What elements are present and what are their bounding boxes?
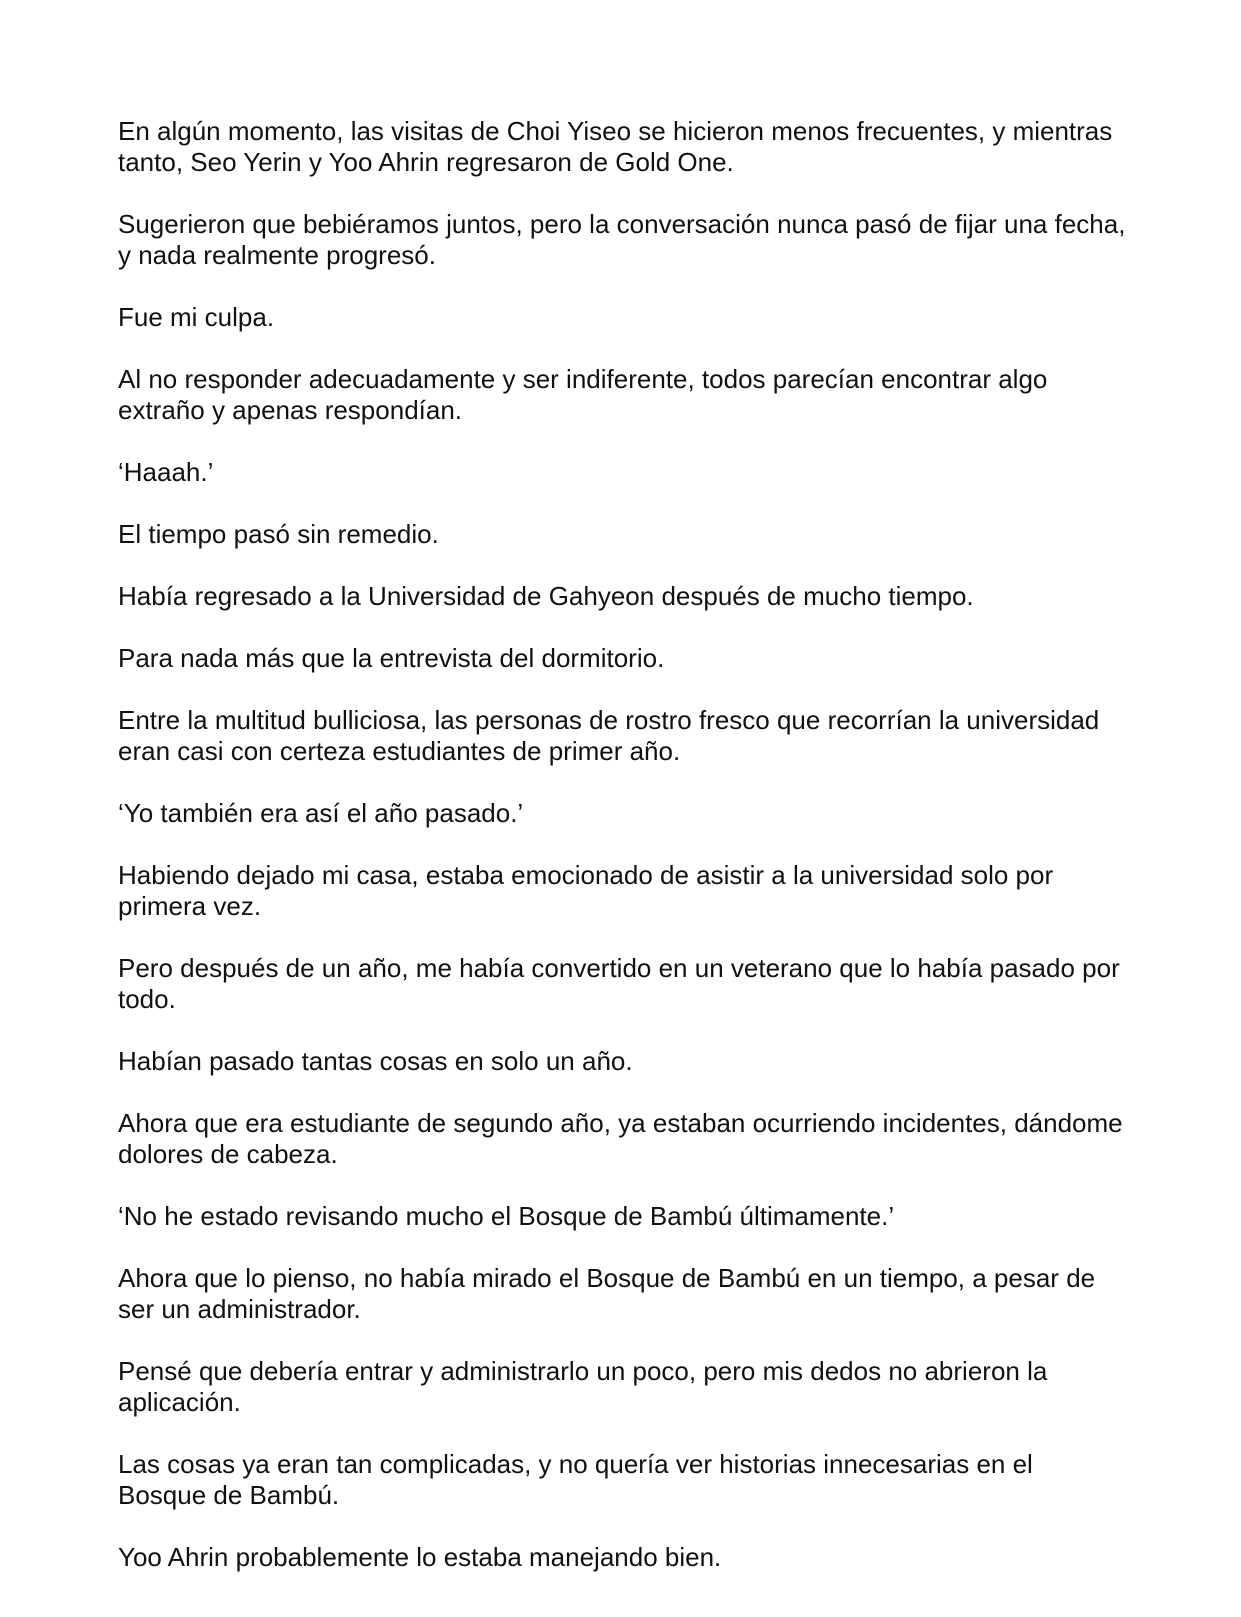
paragraph: Habían pasado tantas cosas en solo un año. [118,1046,633,1076]
paragraph: Ahora que lo pienso, no había mirado el Bosque de Bambú en un tiempo, a pesar de ser un administrador. [118,1263,1096,1324]
paragraph: Sugerieron que bebiéramos juntos, pero la conversación nunca pasó de fijar una fecha, y nada realmente progresó. [118,209,1126,270]
document-page [118,116,1128,1604]
paragraph: Para nada más que la entrevista del dormitorio. [118,643,665,673]
paragraph: Ahora que era estudiante de segundo año, ya estaban ocurriendo incidentes, dándome dolores de cabeza. [118,1108,1123,1169]
paragraph: Las cosas ya eran tan complicadas, y no quería ver historias innecesarias en el Bosque de Bambú. [118,1449,1033,1510]
paragraph: Fue mi culpa. [118,302,275,332]
paragraph: El tiempo pasó sin remedio. [118,519,439,549]
paragraph: ‘Yo también era así el año pasado.’ [118,798,524,828]
paragraph: ‘No he estado revisando mucho el Bosque de Bambú últimamente.’ [118,1201,895,1231]
paragraph: Al no responder adecuadamente y ser indiferente, todos parecían encontrar algo extraño y apenas respondían. [118,364,1048,425]
paragraph: Pensé que debería entrar y administrarlo un poco, pero mis dedos no abrieron la aplicación. [118,1356,1048,1417]
paragraph: Habiendo dejado mi casa, estaba emocionado de asistir a la universidad solo por primera vez. [118,860,1054,921]
paragraph: Había regresado a la Universidad de Gahyeon después de mucho tiempo. [118,581,974,611]
paragraph: En algún momento, las visitas de Choi Yiseo se hicieron menos frecuentes, y mientras tanto, Seo Yerin y Yoo Ahrin regresaron de Gold One. [118,116,1113,177]
paragraph: Yoo Ahrin probablemente lo estaba manejando bien. [118,1542,722,1572]
paragraph: ‘Haaah.’ [118,457,214,487]
paragraph: Pero después de un año, me había convertido en un veterano que lo había pasado por todo. [118,953,1120,1014]
paragraph: Entre la multitud bulliciosa, las personas de rostro fresco que recorrían la universidad eran casi con certeza estudiantes de primer año. [118,705,1100,766]
